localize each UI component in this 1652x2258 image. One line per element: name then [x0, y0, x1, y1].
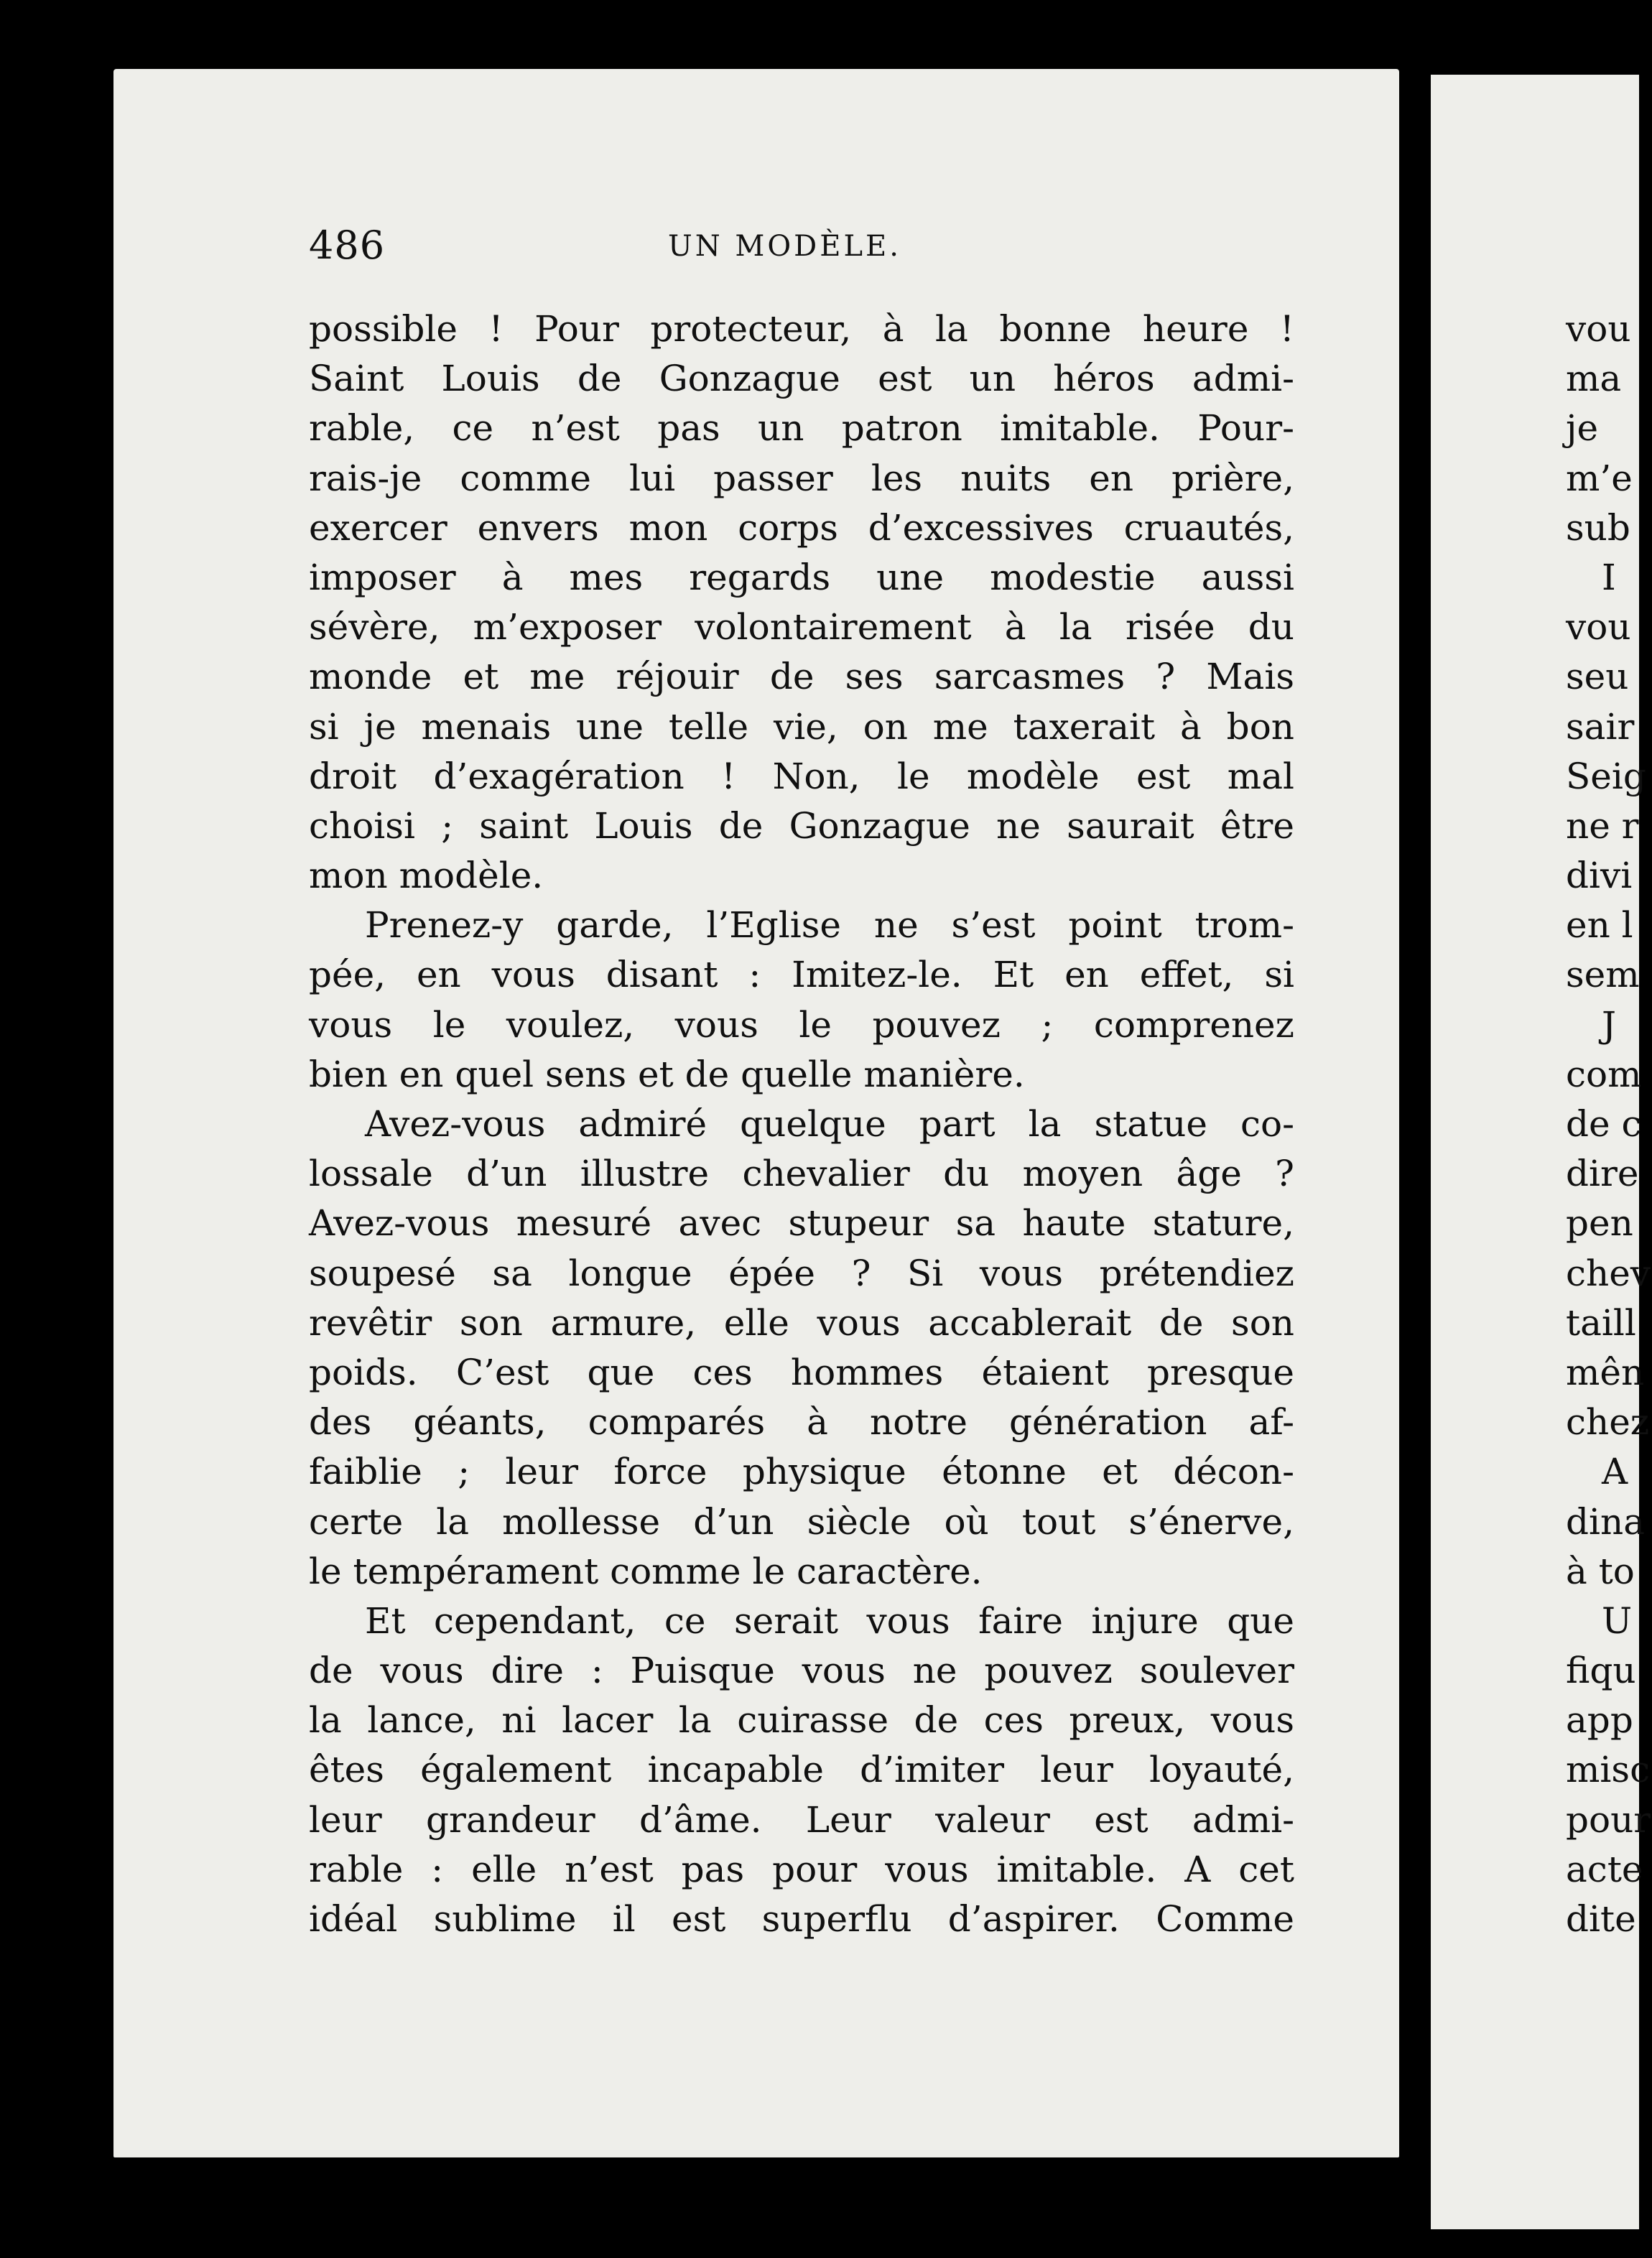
next-page-line: app [1566, 1699, 1633, 1742]
page-number: 486 [309, 223, 386, 268]
next-page-line: dina [1566, 1500, 1646, 1543]
next-page-line: dire [1566, 1153, 1639, 1195]
text-line: pée, en vous disant : Imitez-le. Et en effet, si [309, 954, 1294, 996]
text-line: bien en quel sens et de quelle manière. [309, 1053, 1025, 1095]
text-line: rable, ce n’est pas un patron imitable. Pour- [309, 407, 1294, 450]
text-line: Avez-vous mesuré avec stupeur sa haute stature, [309, 1202, 1294, 1245]
next-page-line: pen [1566, 1202, 1633, 1245]
next-page-line: vou [1566, 308, 1631, 350]
text-line: sévère, m’exposer volontairement à la risée du [309, 606, 1294, 649]
text-line: faiblie ; leur force physique étonne et décon- [309, 1451, 1294, 1493]
text-line: poids. C’est que ces hommes étaient presque [309, 1351, 1294, 1393]
text-line: si je menais une telle vie, on me taxerait à bon [309, 705, 1294, 748]
next-page-line: divi [1566, 855, 1633, 897]
text-line: rais-je comme lui passer les nuits en prière, [309, 457, 1294, 499]
next-page-text-fragment [1566, 305, 1652, 1944]
text-line: revêtir son armure, elle vous accablerait de son [309, 1301, 1294, 1344]
next-page-line: A [1602, 1451, 1628, 1493]
next-page-line: à to [1566, 1550, 1635, 1592]
next-page-line: com [1566, 1053, 1642, 1095]
next-page-line: chez [1566, 1401, 1650, 1444]
next-page-line: misc [1566, 1749, 1651, 1791]
next-page-line: J [1602, 1003, 1617, 1046]
next-page-line: fiqu [1566, 1650, 1636, 1692]
next-page-line: sem [1566, 954, 1640, 996]
text-line: monde et me réjouir de ses sarcasmes ? Mais [309, 656, 1294, 698]
next-page-line: U [1602, 1599, 1633, 1642]
text-line: de vous dire : Puisque vous ne pouvez soulever [309, 1650, 1294, 1692]
text-line: la lance, ni lacer la cuirasse de ces preux, vous [309, 1699, 1294, 1742]
running-head: UN MODÈLE. [668, 230, 901, 263]
text-line: Avez-vous admiré quelque part la statue co- [365, 1103, 1294, 1145]
text-line: droit d’exagération ! Non, le modèle est mal [309, 755, 1294, 797]
text-line: Et cependant, ce serait vous faire injure que [365, 1599, 1294, 1642]
next-page-line: sub [1566, 506, 1630, 549]
next-page-line: taill [1566, 1301, 1636, 1344]
next-page-line: ma [1566, 358, 1622, 400]
text-line: vous le voulez, vous le pouvez ; comprenez [309, 1003, 1294, 1046]
next-page-line: pour [1566, 1798, 1651, 1841]
next-page-line: vou [1566, 606, 1631, 649]
text-line: imposer à mes regards une modestie aussi [309, 556, 1294, 598]
text-line: soupesé sa longue épée ? Si vous prétendiez [309, 1252, 1294, 1294]
text-line: exercer envers mon corps d’excessives cruautés, [309, 506, 1294, 549]
text-line: des géants, comparés à notre génération af- [309, 1401, 1294, 1444]
text-line: le tempérament comme le caractère. [309, 1550, 983, 1592]
text-line: leur grandeur d’âme. Leur valeur est admi- [309, 1798, 1294, 1841]
next-page-line: chev [1566, 1252, 1651, 1294]
next-page-line: dite [1566, 1898, 1636, 1940]
text-line: mon modèle. [309, 855, 544, 897]
next-page-line: sair [1566, 705, 1635, 748]
next-page-line: I [1602, 556, 1616, 598]
next-page-line: mên [1566, 1351, 1645, 1393]
next-page-line: je [1566, 407, 1599, 450]
page-body-text [309, 305, 1294, 1944]
next-page-line: de c [1566, 1103, 1642, 1145]
next-page-line: seu [1566, 656, 1629, 698]
text-line: Prenez-y garde, l’Eglise ne s’est point trom- [365, 904, 1294, 947]
text-line: idéal sublime il est superflu d’aspirer. Comme [309, 1898, 1294, 1940]
next-page-line: acte [1566, 1848, 1643, 1890]
text-line: lossale d’un illustre chevalier du moyen âge ? [309, 1153, 1294, 1195]
text-line: êtes également incapable d’imiter leur loyauté, [309, 1749, 1294, 1791]
next-page-line: Seig [1566, 755, 1646, 797]
text-line: certe la mollesse d’un siècle où tout s’énerve, [309, 1500, 1294, 1543]
text-line: choisi ; saint Louis de Gonzague ne saurait être [309, 804, 1294, 847]
next-page-line: ne r [1566, 804, 1639, 847]
next-page-line: m’e [1566, 457, 1633, 499]
text-line: Saint Louis de Gonzague est un héros admi- [309, 358, 1294, 400]
page-header [309, 223, 1294, 280]
text-line: possible ! Pour protecteur, à la bonne heure ! [309, 308, 1294, 350]
text-line: rable : elle n’est pas pour vous imitable. A cet [309, 1848, 1294, 1890]
next-page-line: en l [1566, 904, 1633, 947]
